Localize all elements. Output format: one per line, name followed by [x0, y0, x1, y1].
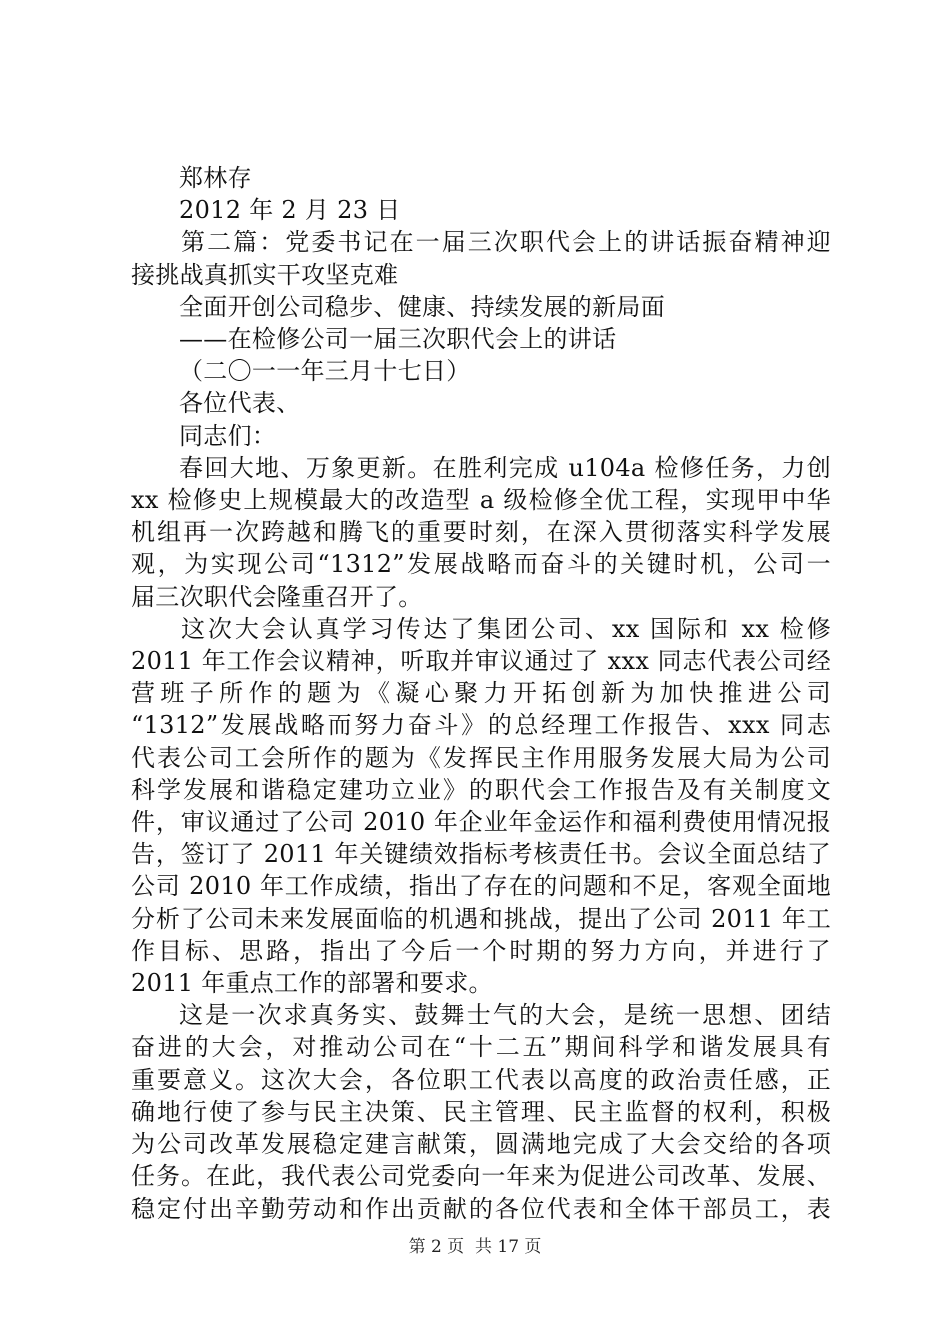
- paragraph-line: 任务。在此，我代表公司党委向一年来为促进公司改革、发展、: [131, 1162, 831, 1191]
- paragraph-line: 公司 2010 年工作成绩，指出了存在的问题和不足，客观全面地: [131, 872, 831, 901]
- paragraph-line: 2011 年重点工作的部署和要求。: [131, 969, 493, 998]
- paragraph-line: 奋进的大会，对推动公司在“十二五”期间科学和谐发展具有: [131, 1033, 831, 1062]
- paragraph-line: 告，签订了 2011 年关键绩效指标考核责任书。会议全面总结了: [131, 840, 831, 869]
- paragraph-line: 稳定付出辛勤劳动和作出贡献的各位代表和全体干部员工，表: [131, 1194, 831, 1223]
- section-heading-line-2: 接挑战真抓实干攻坚克难: [131, 260, 399, 289]
- paragraph-3: [131, 999, 831, 1224]
- paragraph-line: 届三次职代会隆重召开了。: [131, 582, 423, 611]
- speech-date: （二〇一一年三月十七日）: [179, 357, 471, 386]
- paragraph-2: [131, 613, 831, 999]
- paragraph-line: 观，为实现公司“1312”发展战略而奋斗的关键时机，公司一: [131, 550, 831, 579]
- paragraph-line: 件，审议通过了公司 2010 年企业年金运作和福利费使用情况报: [131, 808, 831, 837]
- section-heading-line-1: 第二篇：党委书记在一届三次职代会上的讲话振奋精神迎: [181, 228, 831, 257]
- paragraph-line: 2011 年工作会议精神，听取并审议通过了 xxx 同志代表公司经: [131, 647, 831, 676]
- paragraph-line: 机组再一次跨越和腾飞的重要时刻，在深入贯彻落实科学发展: [131, 518, 831, 547]
- signer-name: 郑林存: [179, 164, 252, 192]
- paragraph-line: 为公司改革发展稳定建言献策，圆满地完成了大会交给的各项: [131, 1130, 831, 1159]
- paragraph-line: 作目标、思路，指出了今后一个时期的努力方向，并进行了: [131, 936, 831, 965]
- paragraph-line: 确地行使了参与民主决策、民主管理、民主监督的权利，积极: [131, 1097, 831, 1126]
- paragraph-1: [131, 452, 831, 613]
- paragraph-line: xx 检修史上规模最大的改造型 a 级检修全优工程，实现甲中华: [131, 486, 831, 515]
- paragraph-line: 这是一次求真务实、鼓舞士气的大会，是统一思想、团结: [179, 1001, 831, 1030]
- page-number-footer: 第 2 页 共 17 页: [408, 1237, 542, 1257]
- speech-subtitle: 全面开创公司稳步、健康、持续发展的新局面: [179, 292, 665, 321]
- paragraph-line: 科学发展和谐稳定建功立业》的职代会工作报告及有关制度文: [131, 775, 831, 804]
- paragraph-line: 营班子所作的题为《凝心聚力开拓创新为加快推进公司: [131, 679, 831, 708]
- paragraph-line: 分析了公司未来发展面临的机遇和挑战，提出了公司 2011 年工: [131, 904, 831, 933]
- paragraph-line: 代表公司工会所作的题为《发挥民主作用服务发展大局为公司: [131, 743, 831, 772]
- paragraph-line: 这次大会认真学习传达了集团公司、xx 国际和 xx 检修: [181, 614, 831, 643]
- greeting-line-2: 同志们：: [179, 421, 277, 450]
- signature-date: 2012 年 2 月 23 日: [179, 196, 401, 225]
- paragraph-line: “1312”发展战略而努力奋斗》的总经理工作报告、xxx 同志: [131, 711, 831, 740]
- speech-occasion: ——在检修公司一届三次职代会上的讲话: [179, 325, 617, 354]
- document-body: [131, 162, 831, 1225]
- greeting-line-1: 各位代表、: [179, 389, 301, 418]
- paragraph-line: 春回大地、万象更新。在胜利完成 u104a 检修任务，力创: [179, 453, 831, 482]
- paragraph-line: 重要意义。这次大会，各位职工代表以高度的政治责任感，正: [131, 1065, 831, 1094]
